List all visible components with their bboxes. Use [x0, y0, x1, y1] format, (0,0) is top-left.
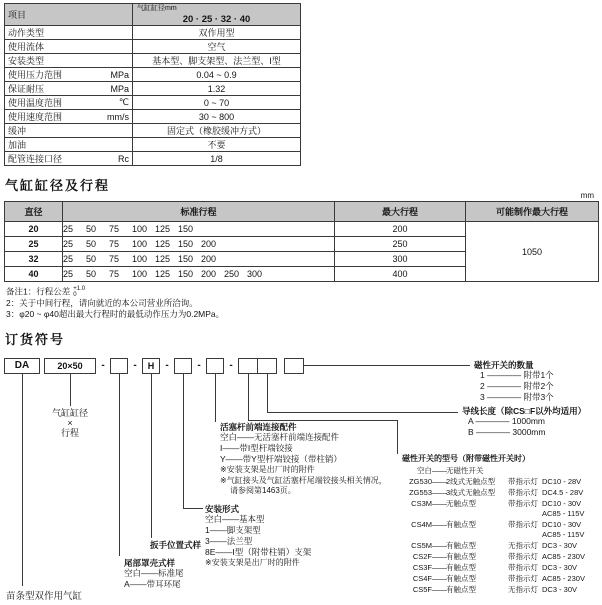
- spec-row-value: 固定式（橡胶缓冲方式）: [133, 124, 301, 138]
- stroke-table: [4, 201, 599, 282]
- code-dash: -: [101, 360, 105, 371]
- mounting-note: ※安装支架是出厂时的附件: [205, 558, 300, 567]
- switch-model-row: CS3M —— 无触点型 带指示灯 DC10 - 30V AC85 - 115V: [411, 499, 585, 518]
- switch-qty-code-box: [284, 358, 304, 374]
- bore-stroke-label: 气缸缸径 × 行程: [51, 408, 88, 438]
- rod-end-note: ※气缸接头及气缸活塞杆尾端铰接头相关情况，: [220, 475, 387, 485]
- code-dash: -: [229, 360, 233, 371]
- spec-row-label: 配管连接口径: [8, 154, 63, 164]
- bore-values: 20 · 25 · 32 · 40: [182, 13, 251, 25]
- stroke-col-possible: 可能制作最大行程: [466, 202, 599, 222]
- spec-row-unit: mm/s: [107, 111, 129, 122]
- mounting-block: [205, 504, 311, 569]
- leader-line: [248, 374, 249, 420]
- spec-table: [4, 3, 301, 166]
- switch-model-title: 磁性开关的型号（附带磁性开关时）: [402, 454, 530, 463]
- tolerance-stack: +1.0 0: [73, 286, 86, 298]
- spec-row-label: 动作类型: [8, 28, 45, 38]
- switch-model-row: CS3F —— 有触点型 带指示灯 DC3 - 30V: [412, 563, 578, 572]
- stroke-max: 400: [335, 267, 466, 282]
- spec-row-label: 使用温度范围: [8, 98, 63, 108]
- leader-line: [70, 374, 71, 406]
- stroke-dia: 40: [5, 267, 63, 282]
- order-section-title: 订货符号: [5, 332, 66, 347]
- mounting-option: 8E——I型（附带柱销）支架: [205, 547, 312, 557]
- lead-wire-title: 导线长度（除CS□F以外均适用）: [462, 406, 587, 416]
- mounting-code-box: [174, 358, 192, 374]
- leader-line: [119, 374, 120, 556]
- note-1: 备注1：行程公差 +1.0 0: [6, 286, 86, 298]
- stroke-header-row: [5, 202, 599, 222]
- rod-end-note: ※安装支架是出厂时的附件: [220, 465, 315, 474]
- rod-end-block: [220, 422, 387, 497]
- stroke-max: 200: [335, 222, 466, 237]
- rod-end-code-box: [206, 358, 224, 374]
- spec-row: [5, 124, 301, 138]
- spec-row: [5, 138, 301, 152]
- stroke-row: 40 25 50 75 100 125 150 200 250 300 400: [5, 267, 599, 282]
- spec-header-row: [5, 4, 301, 26]
- spec-row-value: 基本型、脚支架型、法兰型、I型: [133, 54, 301, 68]
- spec-row-unit: Rc: [118, 153, 129, 164]
- code-dash: -: [133, 360, 137, 371]
- switch-model-row: CS2F —— 有触点型 带指示灯 AC85 - 230V: [412, 552, 585, 561]
- note-2: 2：关于中间行程，请向就近的本公司营业所洽询。: [6, 298, 198, 308]
- switch-qty-option: 2 ———— 附带2个: [480, 381, 554, 391]
- switch-model-code-box: [238, 358, 258, 374]
- stroke-row: 20 25 50 75 100 125 150 200 1050: [5, 222, 599, 237]
- stroke-dia: 25: [5, 237, 63, 252]
- bore-stroke-code-box: 20×50: [44, 358, 96, 374]
- switch-qty-option: 1 ———— 附带1个: [480, 370, 554, 380]
- spec-row-value: 30 ~ 800: [133, 110, 301, 124]
- code-dash: -: [165, 360, 169, 371]
- bore-unit-label: 气缸缸径mm: [137, 5, 177, 12]
- spec-row-label: 使用压力范围: [8, 70, 63, 80]
- switch-qty-title: 磁性开关的数量: [474, 360, 534, 370]
- stroke-notes: [6, 286, 224, 320]
- leader-line: [183, 508, 203, 509]
- leader-line: [267, 412, 458, 413]
- possible-max-stroke: 1050: [466, 222, 599, 282]
- code-dash: -: [197, 360, 201, 371]
- ordering-diagram: [0, 352, 602, 605]
- mounting-title: 安装形式: [205, 504, 240, 514]
- spec-row-value: 1.32: [133, 82, 301, 96]
- wrench-code-box: H: [142, 358, 160, 374]
- lead-wire-option: A ———— 1000mm: [468, 416, 545, 426]
- rod-end-title: 活塞杆前端连接配件: [220, 422, 297, 432]
- tail-cover-block: [124, 558, 184, 590]
- tail-cover-code-box: [110, 358, 128, 374]
- spec-row-value: 1/8: [133, 152, 301, 166]
- stroke-col-dia: 直径: [5, 202, 63, 222]
- switch-model-row: 空白 —— 无磁性开关: [417, 466, 484, 475]
- spec-row: [5, 26, 301, 40]
- series-label: 苗条型双作用气缸: [6, 591, 83, 602]
- spec-row-label: 缓冲: [8, 126, 27, 136]
- rod-end-option: 空白——无活塞杆前端连接配件: [220, 432, 340, 442]
- switch-model-block: [402, 454, 600, 596]
- lead-wire-block: [462, 406, 586, 438]
- spec-row-label: 加油: [8, 140, 27, 150]
- spec-row: [5, 82, 301, 96]
- spec-row-value: 0 ~ 70: [133, 96, 301, 110]
- spec-row: [5, 40, 301, 54]
- spec-row-unit: MPa: [110, 83, 129, 94]
- spec-row-label: 使用流体: [8, 42, 45, 52]
- series-code-box: DA: [4, 358, 40, 374]
- switch-model-row: CS4F —— 有触点型 带指示灯 AC85 - 230V: [412, 574, 585, 583]
- leader-line: [248, 420, 397, 421]
- leader-line: [267, 374, 268, 412]
- wrench-position-block: [150, 540, 201, 550]
- lead-wire-code-box: [257, 358, 277, 374]
- stroke-dia: 32: [5, 252, 63, 267]
- note-3: 3：φ20 ~ φ40超出最大行程时的最低动作压力为0.2MPa。: [6, 309, 225, 319]
- spec-row: [5, 152, 301, 166]
- spec-row-value: 0.04 ~ 0.9: [133, 68, 301, 82]
- spec-row: [5, 54, 301, 68]
- tail-cover-option: 空白——标准尾: [124, 568, 184, 578]
- spec-row-label: 安装类型: [8, 56, 45, 66]
- leader-line: [22, 374, 23, 586]
- tail-cover-option: A——带耳环尾: [124, 579, 181, 589]
- switch-model-row: CS5M —— 有触点型 无指示灯 DC3 - 30V: [411, 541, 578, 550]
- spec-row: [5, 110, 301, 124]
- switch-qty-block: [474, 360, 554, 403]
- rod-end-option: Y——带Y型杆端铰接（带柱销）: [220, 454, 342, 464]
- spec-row-unit: MPa: [110, 69, 129, 80]
- spec-row-label: 使用速度范围: [8, 112, 63, 122]
- switch-model-row: ZG530 —— 2线式无触点型 带指示灯 DC10 - 28V: [409, 477, 582, 486]
- tail-cover-title: 尾部罩壳式样: [124, 558, 176, 568]
- leader-line: [151, 374, 152, 538]
- spec-row: [5, 96, 301, 110]
- spec-bore-cell: [133, 4, 301, 26]
- mounting-option: 3——法兰型: [205, 536, 253, 546]
- stroke-col-max: 最大行程: [335, 202, 466, 222]
- stroke-max: 250: [335, 237, 466, 252]
- leader-line: [183, 374, 184, 508]
- spec-row-unit: ℃: [118, 97, 129, 107]
- switch-model-row: ZG553 —— 3线式无触点型 带指示灯 DC4.5 - 28V: [409, 488, 584, 497]
- spec-corner-label: 项目: [5, 4, 133, 26]
- switch-model-row: CS4M —— 有触点型 带指示灯 DC10 - 30V AC85 - 115V: [411, 520, 585, 539]
- lead-wire-option: B ———— 3000mm: [468, 427, 546, 437]
- rod-end-option: I——带I型杆端铰接: [220, 443, 293, 453]
- stroke-unit-label: mm: [580, 191, 594, 200]
- mounting-option: 1——脚支架型: [205, 525, 261, 535]
- stroke-row: 25 25 50 75 100 125 150 200 250: [5, 237, 599, 252]
- switch-qty-option: 3 ———— 附带3个: [480, 392, 554, 402]
- wrench-position-title: 扳手位置式样: [150, 540, 202, 550]
- spec-row-value: 不要: [133, 138, 301, 152]
- stroke-section-title: 气缸缸径及行程: [5, 178, 111, 193]
- rod-end-note: 请参阅第1463页。: [230, 486, 296, 495]
- leader-line: [304, 365, 470, 366]
- stroke-dia: 20: [5, 222, 63, 237]
- spec-row-value: 双作用型: [133, 26, 301, 40]
- stroke-max: 300: [335, 252, 466, 267]
- leader-line: [215, 374, 216, 422]
- spec-row-label: 保证耐压: [8, 84, 45, 94]
- stroke-row: 32 25 50 75 100 125 150 200 300: [5, 252, 599, 267]
- spec-row: [5, 68, 301, 82]
- spec-row-value: 空气: [133, 40, 301, 54]
- leader-line: [397, 420, 398, 454]
- mounting-option: 空白——基本型: [205, 514, 265, 524]
- stroke-col-standard: 标准行程: [63, 202, 335, 222]
- switch-model-row: CS5F —— 有触点型 无指示灯 DC3 - 30V: [412, 585, 578, 594]
